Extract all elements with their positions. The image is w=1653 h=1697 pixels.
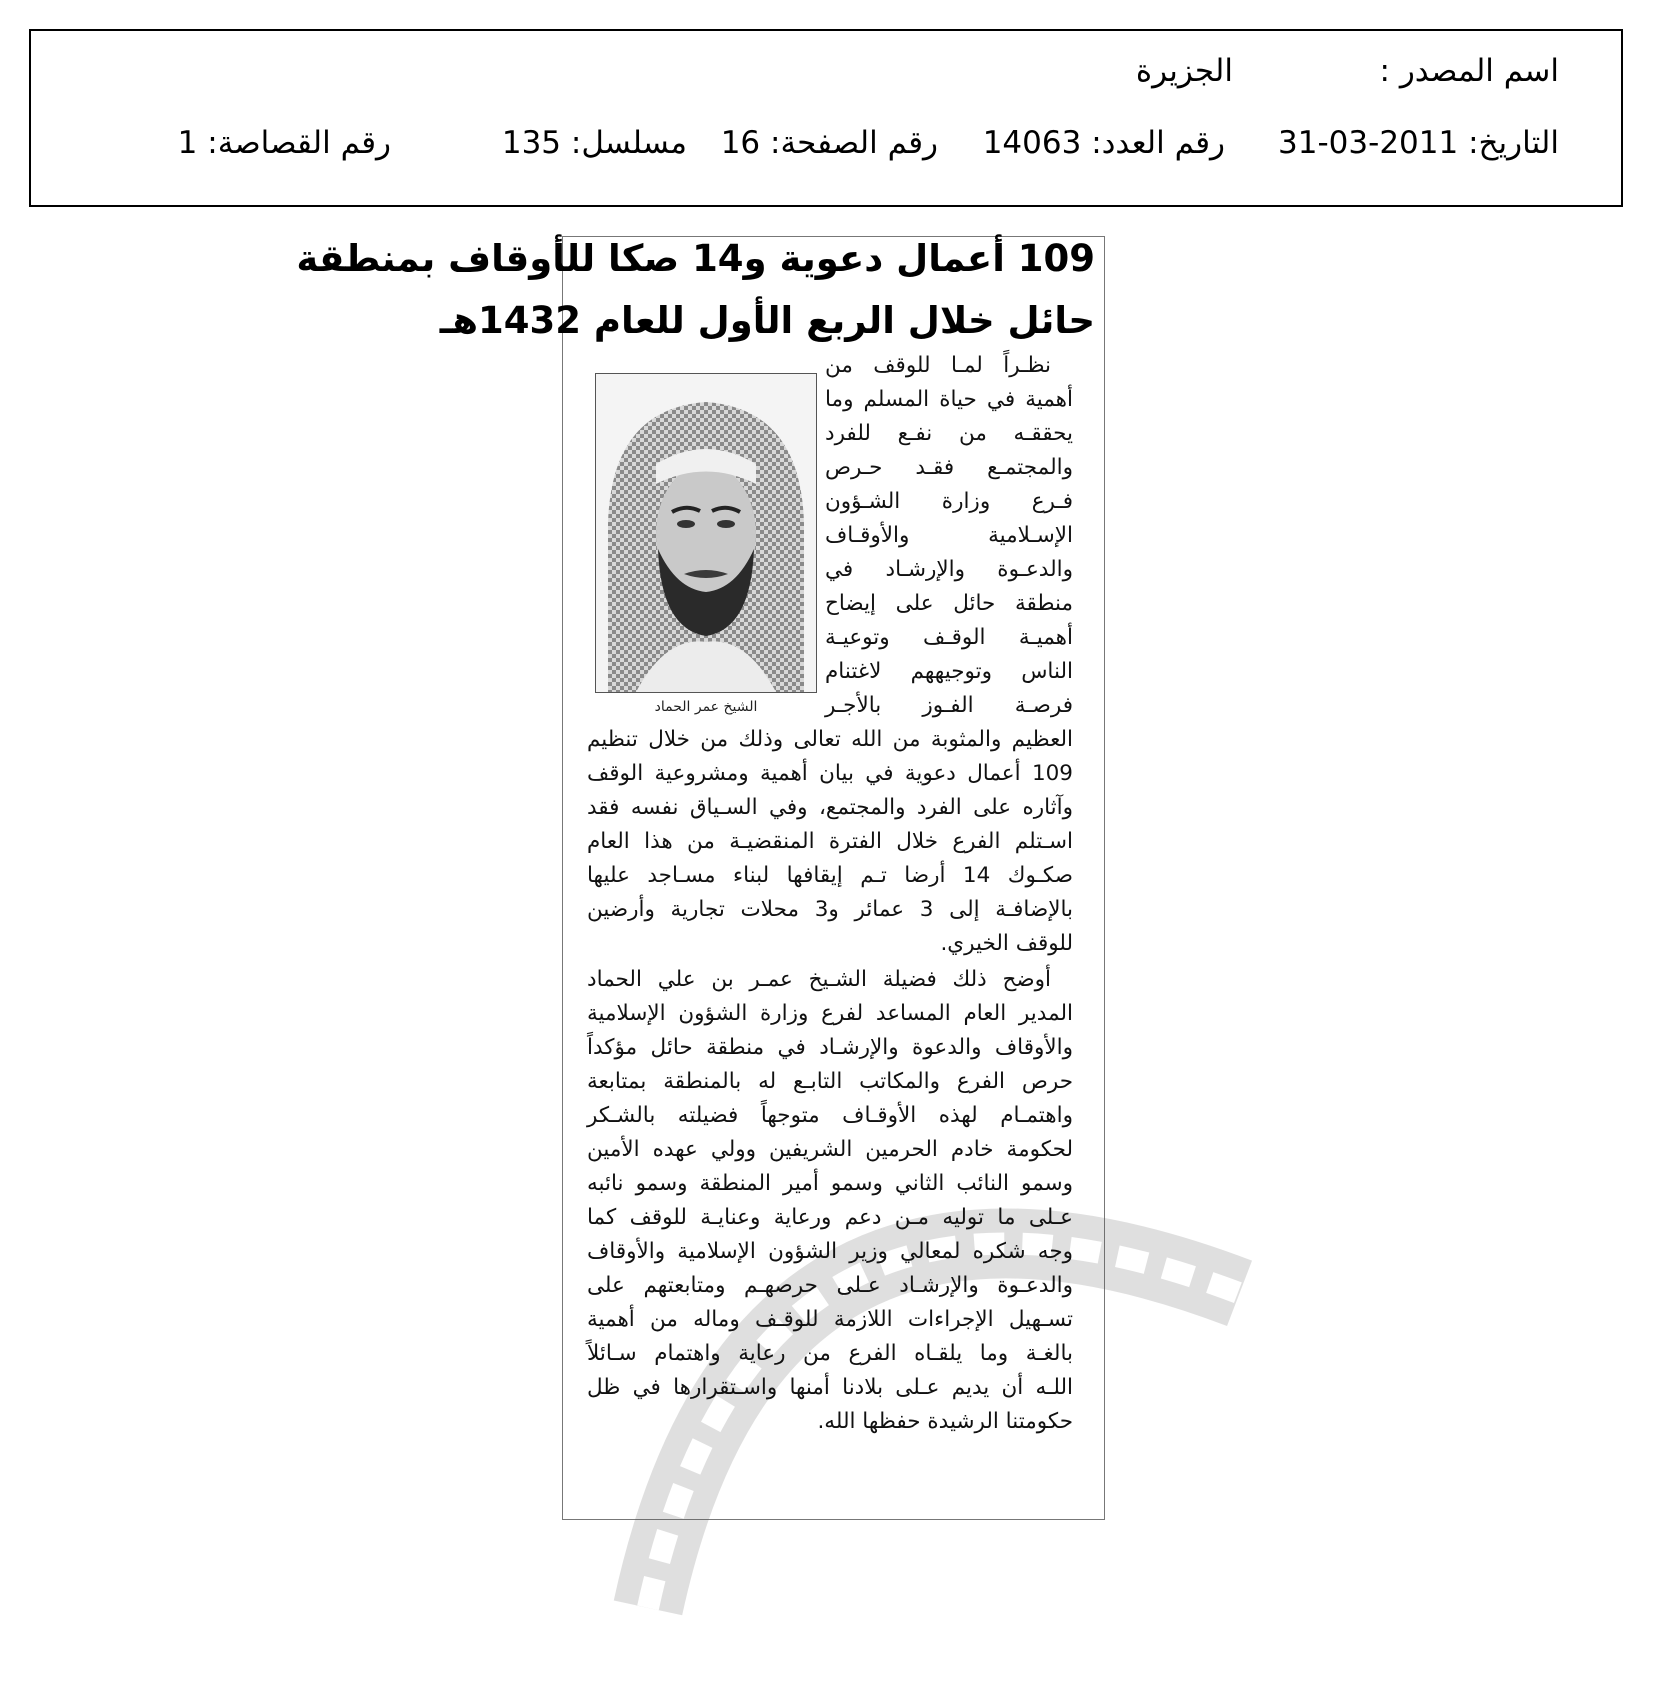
clip-label: رقم القصاصة: — [207, 125, 391, 161]
body-line: المدير العام المساعد لفرع وزارة الشؤون الإسلامية — [587, 1001, 1073, 1026]
body-line: صكـوك 14 أرضا تـم إيقافها لبناء مسـاجد عليها — [587, 863, 1073, 888]
serial-label: مسلسل: — [570, 125, 687, 161]
issue-value: 14063 — [982, 125, 1082, 161]
body-line: أهمية في حياة المسلم وما — [825, 387, 1073, 412]
photo-caption: الشيخ عمر الحماد — [654, 699, 758, 715]
body-line: والدعـوة والإرشـاد في — [825, 557, 1073, 582]
body-line: العظيم والمثوبة من الله تعالى وذلك من خلال تنظيم — [587, 727, 1073, 752]
body-line: فـرع وزارة الشـؤون — [825, 489, 1073, 514]
portrait-icon — [596, 374, 816, 692]
body-line: اللـه أن يديم عـلى بلادنا أمنها واسـتقرارها في ظل — [587, 1375, 1073, 1400]
date-field — [1278, 125, 1559, 161]
body-line: والأوقاف والدعوة والإرشـاد في منطقة حائل مؤكداً — [587, 1035, 1073, 1060]
body-line: منطقة حائل على إيضاح — [825, 591, 1073, 616]
clip-field — [178, 125, 391, 161]
body-line: أوضح ذلك فضيلة الشـيخ عمـر بن علي الحماد — [587, 967, 1051, 992]
body-line: فرصـة الفـوز بالأجـر — [825, 693, 1073, 718]
date-label: التاريخ: — [1468, 125, 1559, 161]
issue-field — [983, 125, 1225, 161]
body-line: يحققـه من نفـع للفرد — [825, 421, 1073, 446]
clipping-header-box — [29, 29, 1623, 207]
body-line: لحكومة خادم الحرمين الشريفين وولي عهده الأمين — [587, 1137, 1073, 1162]
body-line: بالإضافـة إلى 3 عمائر و3 محلات تجارية وأرضين — [587, 897, 1074, 922]
source-label: اسم المصدر : — [1379, 53, 1559, 89]
clip-value: 1 — [177, 125, 198, 161]
headline-line-1: 109 أعمال دعوية و14 صكا للأوقاف بمنطقة — [296, 237, 1095, 280]
body-line: تسـهيل الإجراءات اللازمة للوقـف وماله من أهمية — [587, 1307, 1073, 1332]
date-value: 2011-03-31 — [1278, 125, 1459, 161]
issue-label: رقم العدد: — [1091, 125, 1225, 161]
page-field — [721, 125, 938, 161]
body-line: بالغـة وما يلقـاه الفرع من رعاية واهتمام سـائلاً — [587, 1341, 1073, 1366]
body-line: وجه شكره لمعالي وزير الشؤون الإسلامية والأوقاف — [587, 1239, 1073, 1264]
serial-field — [502, 125, 687, 161]
body-line: وسمو النائب الثاني وسمو أمير المنطقة وسمو نائبه — [587, 1171, 1073, 1196]
newspaper-clipping — [296, 236, 1105, 1520]
body-line: والمجتمـع فقـد حـرص — [825, 455, 1073, 480]
body-line: واهتمـام لهذه الأوقـاف متوجهاً فضيلته بالشـكر — [587, 1103, 1073, 1128]
body-line: الإسـلامية والأوقـاف — [825, 523, 1073, 548]
body-line: اسـتلم الفرع خلال الفترة المنقضيـة من هذا العام — [587, 829, 1073, 854]
body-line: 109 أعمال دعوية في بيان أهمية ومشروعية الوقف — [587, 761, 1073, 786]
body-line: أهميـة الوقـف وتوعيـة — [825, 625, 1073, 650]
body-line: حرص الفرع والمكاتب التابـع له بالمنطقة بمتابعة — [587, 1069, 1073, 1094]
body-line: وآثاره على الفرد والمجتمع، وفي السـياق نفسه فقد — [587, 795, 1073, 820]
body-line: الناس وتوجيههم لاغتنام — [825, 659, 1073, 684]
body-line: عـلى ما توليه مـن دعم ورعاية وعنايـة للوقف كما — [587, 1205, 1073, 1230]
portrait-photo — [595, 373, 817, 693]
body-line: نظـراً لمـا للوقف من — [825, 353, 1051, 378]
body-line: للوقف الخيري. — [940, 931, 1073, 956]
body-line: حكومتنا الرشيدة حفظها الله. — [817, 1409, 1073, 1434]
page-value: 16 — [720, 125, 761, 161]
serial-value: 135 — [501, 125, 562, 161]
page-label: رقم الصفحة: — [770, 125, 938, 161]
source-value: الجزيرة — [1135, 53, 1233, 89]
body-line: والدعـوة والإرشـاد عـلى حرصهـم ومتابعتهم على — [587, 1273, 1073, 1298]
headline-line-2: حائل خلال الربع الأول للعام 1432هـ — [439, 299, 1095, 342]
